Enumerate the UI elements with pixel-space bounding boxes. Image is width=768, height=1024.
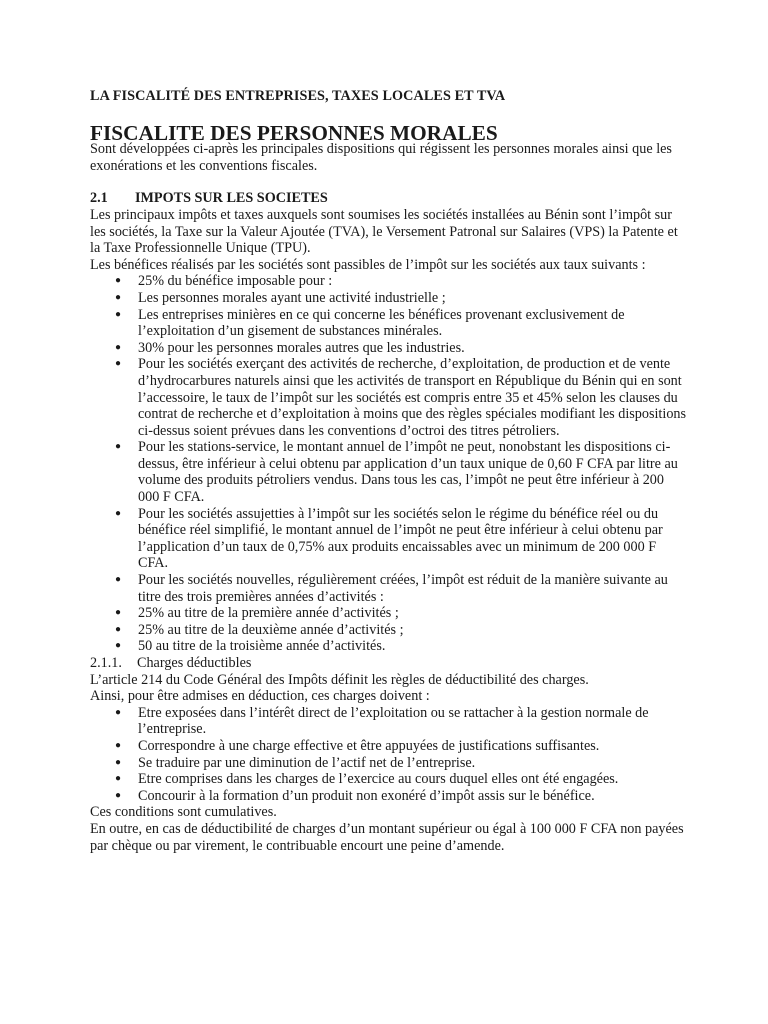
bullet-icon: ● <box>115 607 122 619</box>
bullet-icon: ● <box>115 706 122 718</box>
bullet-icon: ● <box>115 739 122 751</box>
bullet-icon: ● <box>115 773 122 785</box>
bullet-icon: ● <box>115 756 122 768</box>
bullet-icon: ● <box>115 507 122 519</box>
bullet-icon: ● <box>115 640 122 652</box>
bullet-icon: ● <box>115 308 122 320</box>
subsection-title: IMPOTS SUR LES SOCIETES <box>135 190 328 207</box>
bullet-icon: ● <box>115 291 122 303</box>
bullet-icon: ● <box>115 574 122 586</box>
bullet-icon: ● <box>115 623 122 635</box>
list-item: ● Pour les sociétés assujetties à l’impôt sur les sociétés selon le régime du bénéfice réel ou du bénéfice réel simplifié, le montant annuel de l’impôt ne peut être inférieur à celui obtenu par l’application d’un taux de 0,75% aux produits encaissables avec un minimum de 200 000 F CFA. <box>115 505 663 572</box>
deduction-conditions-list <box>90 705 688 805</box>
bullet-icon: ● <box>115 358 122 370</box>
list-item: ● 25% au titre de la deuxième année d’activités ; <box>115 621 404 638</box>
list-item: ● Correspondre à une charge effective et être appuyées de justifications suffisantes. <box>115 737 600 754</box>
list-item: ● 25% du bénéfice imposable pour : <box>115 273 333 290</box>
list-item: ● Etre exposées dans l’intérêt direct de l’exploitation ou se rattacher à la gestion normale de l’entreprise. <box>115 704 649 738</box>
subsubsection-number: 2.1.1. <box>90 655 122 671</box>
list-item: ● Pour les sociétés nouvelles, régulièrement créées, l’impôt est réduit de la manière suivante au titre des trois premières années d’activités : <box>115 572 668 605</box>
list-item: ● 25% au titre de la première année d’activités ; <box>115 605 399 622</box>
article-paragraph: L’article 214 du Code Général des Impôts définit les règles de déductibilité des charges. <box>90 671 589 688</box>
section-intro-paragraph: Sont développées ci-après les principales dispositions qui régissent les personnes morales ainsi que les exonérations et les conventions fiscales. <box>90 141 672 174</box>
list-item: ● Etre comprises dans les charges de l’exercice au cours duquel elles ont été engagées. <box>115 771 619 788</box>
list-item: ● Pour les sociétés exerçant des activités de recherche, d’exploitation, de production et de vente d’hydrocarbures naturels ainsi que les activités de transport en République du Bénin qui en sont l’accessoire, le taux de l’impôt sur les sociétés est compris entre 35 et 45% selon les clauses du contrat de recherche et d’exploitation à moins que des règles spéciales modifiant les dispositions ci-dessus soient prévues dans les conventions d’octroi des titres pétroliers. <box>115 356 687 439</box>
subsection-number: 2.1 <box>90 190 108 207</box>
bullet-icon: ● <box>115 441 122 453</box>
subsubsection-title: Charges déductibles <box>137 655 252 671</box>
subsection-heading-impots-societes <box>90 190 688 207</box>
amende-paragraph: En outre, en cas de déductibilité de charges d’un montant supérieur ou égal à 100 000 F CFA non payées par chèque ou par virement, le contribuable encourt une peine d’amende. <box>90 820 684 854</box>
conditions-intro-paragraph: Ainsi, pour être admises en déduction, ces charges doivent : <box>90 688 430 705</box>
list-item: ● Pour les stations-service, le montant annuel de l’impôt ne peut, nonobstant les dispositions ci-dessus, être inférieur à celui obtenu par application d’un taux unique de 0,60 F CFA par litre au volume des produits pétroliers vendus. Dans tous les cas, l’impôt ne peut être inférieur à 200 000 F CFA. <box>115 439 678 506</box>
taxes-paragraph: Les principaux impôts et taxes auxquels sont soumises les sociétés installées au Bénin sont l’impôt sur les sociétés, la Taxe sur la Valeur Ajoutée (TVA), le Versement Patronal sur Salaires (VPS) la Patente et la Taxe Professionnelle Unique (TPU). <box>90 206 678 257</box>
list-item: ● Concourir à la formation d’un produit non exonéré d’impôt assis sur le bénéfice. <box>115 787 595 804</box>
bullet-icon: ● <box>115 341 122 353</box>
list-item: ● Les entreprises minières en ce qui concerne les bénéfices provenant exclusivement de l’exploitation d’un gisement de substances minérales. <box>115 306 625 340</box>
list-item: ● Les personnes morales ayant une activité industrielle ; <box>115 289 446 306</box>
document-title: LA FISCALITÉ DES ENTREPRISES, TAXES LOCALES ET TVA <box>90 88 506 104</box>
list-item: ● 50 au titre de la troisième année d’activités. <box>115 638 386 655</box>
bullet-icon: ● <box>115 275 122 287</box>
list-item: ● 30% pour les personnes morales autres que les industries. <box>115 339 465 356</box>
tax-rate-list <box>90 273 688 655</box>
subsubsection-heading-charges <box>90 655 688 672</box>
benefices-paragraph: Les bénéfices réalisés par les sociétés sont passibles de l’impôt sur les sociétés aux taux suivants : <box>90 256 646 273</box>
list-item: ● Se traduire par une diminution de l’actif net de l’entreprise. <box>115 754 476 771</box>
section-heading-personnes-morales: FISCALITE DES PERSONNES MORALES <box>90 120 498 145</box>
bullet-icon: ● <box>115 789 122 801</box>
cumulative-paragraph: Ces conditions sont cumulatives. <box>90 804 277 821</box>
